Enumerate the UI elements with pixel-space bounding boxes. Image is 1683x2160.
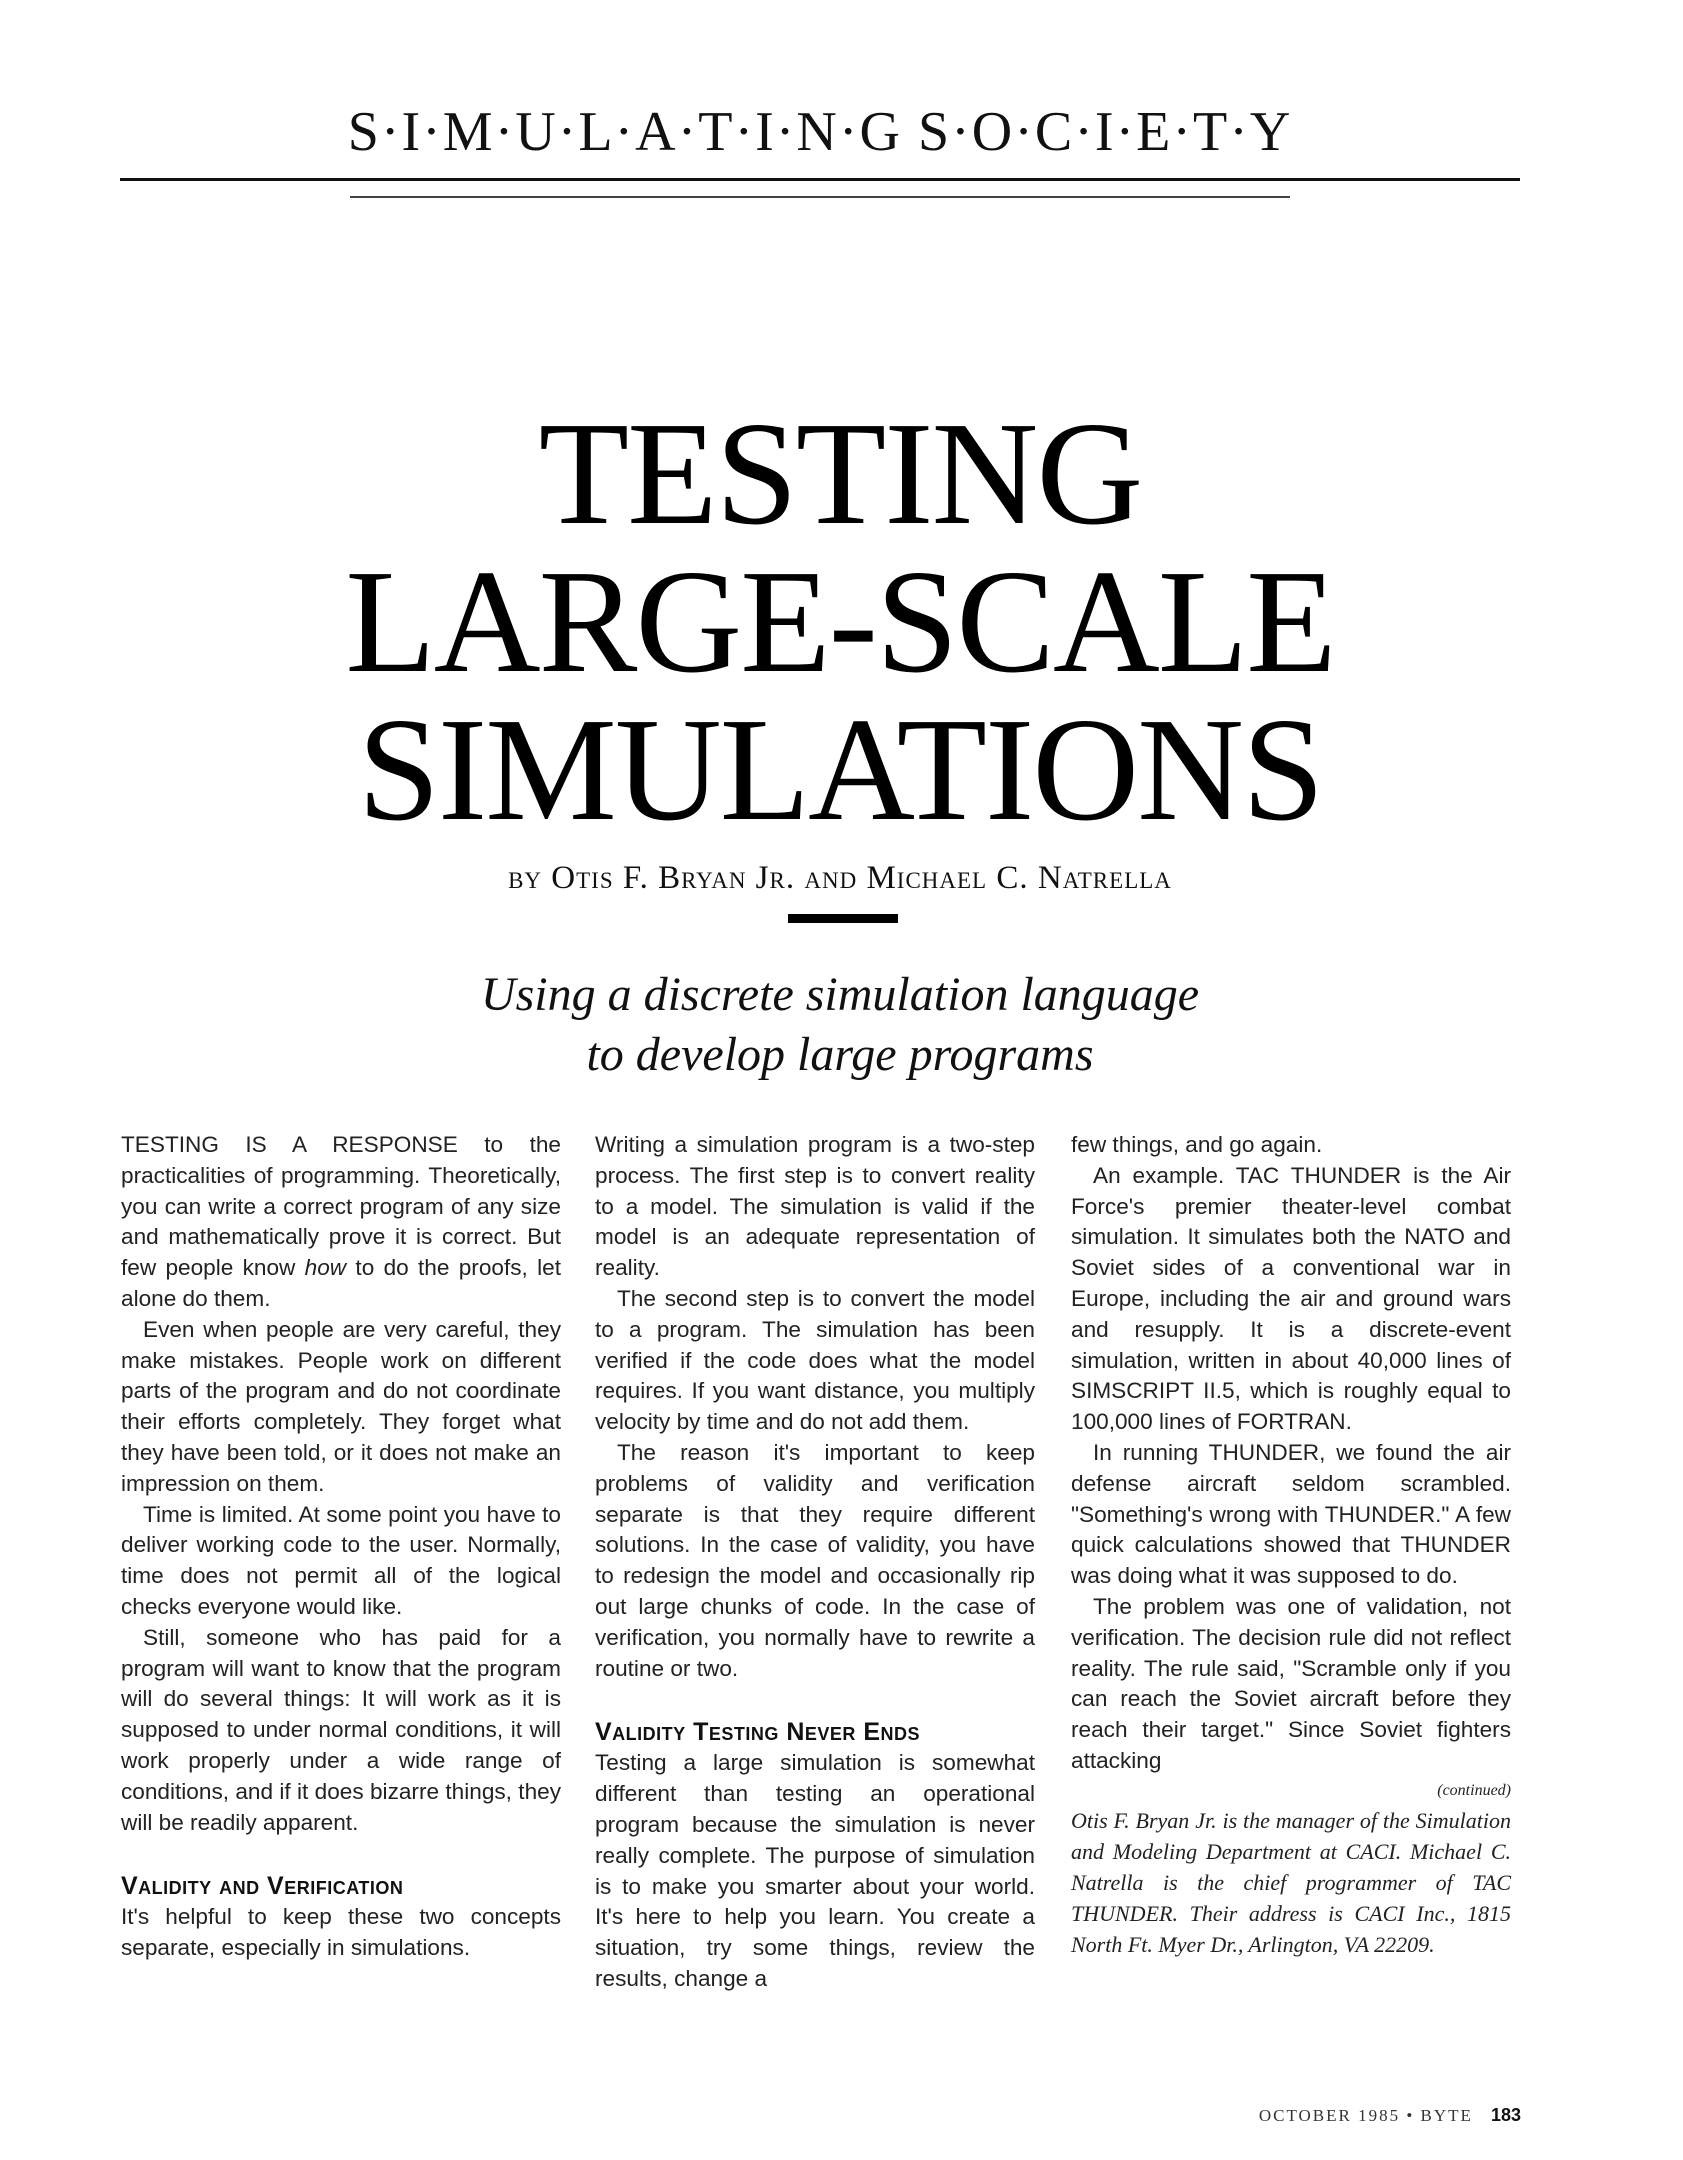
title-line-3: SIMULATIONS	[357, 688, 1323, 852]
subheading: Validity and Verification	[121, 1872, 404, 1901]
deck	[120, 965, 1560, 1085]
paragraph: The second step is to convert the model to a program. The simulation has been verified if the code does what the model requires. If you want distance, you multiply velocity by time and do not add them.	[595, 1285, 1035, 1435]
section-header: S·I·M·U·L·A·T·I·N·G S·O·C·I·E·T·Y	[347, 101, 1293, 163]
title-line-1: TESTING	[538, 392, 1142, 556]
continued-note: (continued)	[1437, 1781, 1511, 1799]
author-bio: Otis F. Bryan Jr. is the manager of the Simulation and Modeling Department at CACI. Michael C. Natrella is the chief programmer of TAC THUNDER. Their address is CACI Inc., 1815 North Ft. Myer Dr., Arlington, VA 22209.	[1071, 1807, 1511, 1957]
column-1	[121, 1130, 561, 1964]
paragraph: Time is limited. At some point you have to deliver working code to the user. Normally, time does not permit all of the logical checks everyone would like.	[121, 1501, 561, 1619]
lead-in: TESTING IS A RESPONSE	[121, 1132, 458, 1157]
paragraph: few things, and go again.	[1071, 1132, 1323, 1157]
paragraph: The reason it's important to keep problems of validity and verification separate is that they require different solutions. In the case of validity, you have to redesign the model and occasionally rip out large chunks of code. In the case of verification, you normally have to rewrite a routine or two.	[595, 1439, 1035, 1681]
article-title	[120, 392, 1560, 852]
byline: by Otis F. Bryan Jr. and Michael C. Natrella	[508, 860, 1172, 896]
deck-line-2: to develop large programs	[586, 1028, 1094, 1081]
deck-line-1: Using a discrete simulation language	[480, 968, 1200, 1021]
column-3	[1071, 1130, 1511, 1960]
paragraph: The problem was one of validation, not verification. The decision rule did not reflect reality. The rule said, "Scramble only if you can reach the Soviet aircraft before they reach their target." Since Soviet fighters attacking	[1071, 1593, 1511, 1773]
title-line-2: LARGE-SCALE	[345, 540, 1335, 704]
paragraph: Writing a simulation program is a two-step process. The first step is to convert reality to a model. The simulation is valid if the model is an adequate representation of reality.	[595, 1132, 1035, 1281]
header-rule-thick	[120, 178, 1520, 181]
paragraph: In running THUNDER, we found the air defense aircraft seldom scrambled. "Something's wrong with THUNDER." A few quick calculations showed that THUNDER was doing what it was supposed to do.	[1071, 1439, 1511, 1589]
paragraph: TESTING IS A RESPONSE to the practicalities of programming. Theoretically, you can write a correct program of any size and mathematically prove it is correct. But few people know how to do the proofs, let alone do them.	[121, 1132, 561, 1311]
byline-bar	[788, 914, 898, 923]
header-rule-thin	[350, 196, 1290, 198]
page-footer	[1259, 2105, 1521, 2126]
paragraph: Even when people are very careful, they make mistakes. People work on different parts of the program and do not coordinate their efforts completely. They forget what they have been told, or it does not make an impression on them.	[121, 1316, 561, 1496]
paragraph: Still, someone who has paid for a program will want to know that the program will do several things: It will work as it is supposed to under normal conditions, it will work properly under a wide range of conditions, and if it does bizarre things, they will be readily apparent.	[121, 1624, 561, 1835]
paragraph: An example. TAC THUNDER is the Air Force's premier theater-level combat simulation. It simulates both the NATO and Soviet sides of a conventional war in Europe, including the air and ground wars and resupply. It is a discrete-event simulation, written in about 40,000 lines of SIMSCRIPT II.5, which is roughly equal to 100,000 lines of FORTRAN.	[1071, 1162, 1511, 1435]
column-2	[595, 1130, 1035, 1995]
paragraph: It's helpful to keep these two concepts separate, especially in simulations.	[121, 1904, 561, 1961]
issue-line: OCTOBER 1985 • BYTE	[1258, 2106, 1473, 2125]
page-number: 183	[1490, 2105, 1521, 2125]
subheading: Validity Testing Never Ends	[595, 1718, 921, 1747]
paragraph: Testing a large simulation is somewhat different than testing an operational program because the simulation is never really complete. The purpose of simulation is to make you smarter about your world. It's here to help you learn. You create a situation, try some things, review the results, change a	[595, 1750, 1035, 1991]
